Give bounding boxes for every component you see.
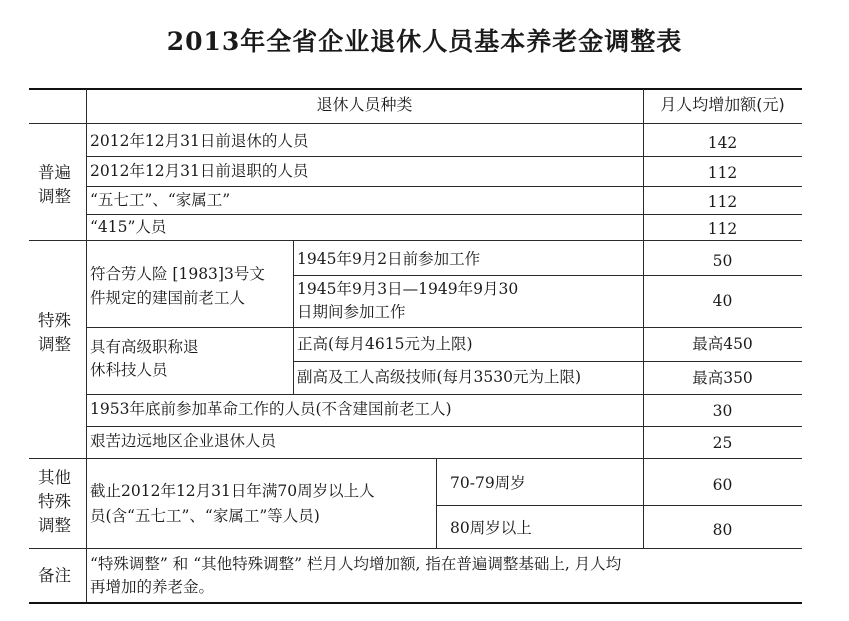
row-line [86,426,802,427]
table-cell: 休科技人员 [90,361,168,379]
row-line [293,361,802,362]
table-cell: 员(含“五七工”、“家属工”等人员) [90,507,320,525]
table-cell: 件规定的建国前老工人 [90,289,246,307]
category-label: 特殊 [38,492,71,511]
table-cell: 正高(每月4615元为上限) [297,335,473,353]
category-label: 其他 [38,468,71,487]
column-header: 月人均增加额(元) [660,95,785,114]
remark-label: 备注 [38,566,71,585]
table-cell: “五七工”、“家属工” [90,191,231,209]
category-label: 调整 [38,516,71,535]
table-cell: 具有高级职称退 [90,338,199,356]
section-line [29,458,802,459]
page-title: 2013年全省企业退休人员基本养老金调整表 [166,27,683,56]
category-label: 调整 [38,187,71,206]
table-top-border [29,88,802,90]
table-cell-value: 112 [707,193,738,211]
table-cell: 日期间参加工作 [297,303,406,321]
table-cell: 副高及工人高级技师(每月3530元为上限) [297,368,582,386]
table-cell: 截止2012年12月31日年满70周岁以上人 [90,482,375,500]
remark-text: “特殊调整” 和 “其他特殊调整” 栏月人均增加额, 指在普遍调整基础上, 月人均 [90,555,622,573]
table-cell-value: 最高450 [692,335,753,353]
sub-divider [436,458,437,548]
table-cell-value: 60 [712,476,733,494]
table-cell: 2012年12月31日前退休的人员 [90,132,309,150]
row-line [436,505,802,506]
category-label: 调整 [38,335,71,354]
table-cell: 符合劳人险 [1983]3号文 [90,265,265,283]
table-cell-value: 30 [712,402,733,420]
table-bottom-border [29,602,802,604]
table-cell-value: 50 [712,252,733,270]
table-cell-value: 最高350 [692,369,753,387]
remark-text: 再增加的养老金。 [90,578,215,596]
category-divider [86,89,87,602]
table-cell-value: 112 [707,164,738,182]
table-cell-value: 80 [712,521,733,539]
row-line [86,186,802,187]
category-label: 普遍 [38,163,71,182]
table-cell: 1945年9月2日前参加工作 [297,250,481,268]
table-cell: 1953年底前参加革命工作的人员(不含建国前老工人) [90,400,452,418]
row-line [86,214,802,215]
table-cell: 70-79周岁 [450,474,526,492]
column-header: 退休人员种类 [316,95,413,114]
table-cell: 艰苦边远地区企业退休人员 [90,432,277,450]
table-cell: “415”人员 [90,218,167,236]
header-bottom-line [29,123,802,124]
row-line [293,275,802,276]
category-label: 特殊 [38,311,71,330]
table-cell: 2012年12月31日前退职的人员 [90,162,309,180]
table-cell: 1945年9月3日—1949年9月30 [297,280,519,298]
table-cell: 80周岁以上 [450,519,532,537]
sub-divider [293,327,294,394]
sub-divider [293,240,294,327]
table-cell-value: 142 [707,134,738,152]
table-cell-value: 25 [712,434,733,452]
table-cell-value: 40 [712,292,733,310]
section-line [29,548,802,549]
row-line [86,327,802,328]
table-cell-value: 112 [707,220,738,238]
row-line [86,156,802,157]
section-line [29,240,802,241]
row-line [86,394,802,395]
